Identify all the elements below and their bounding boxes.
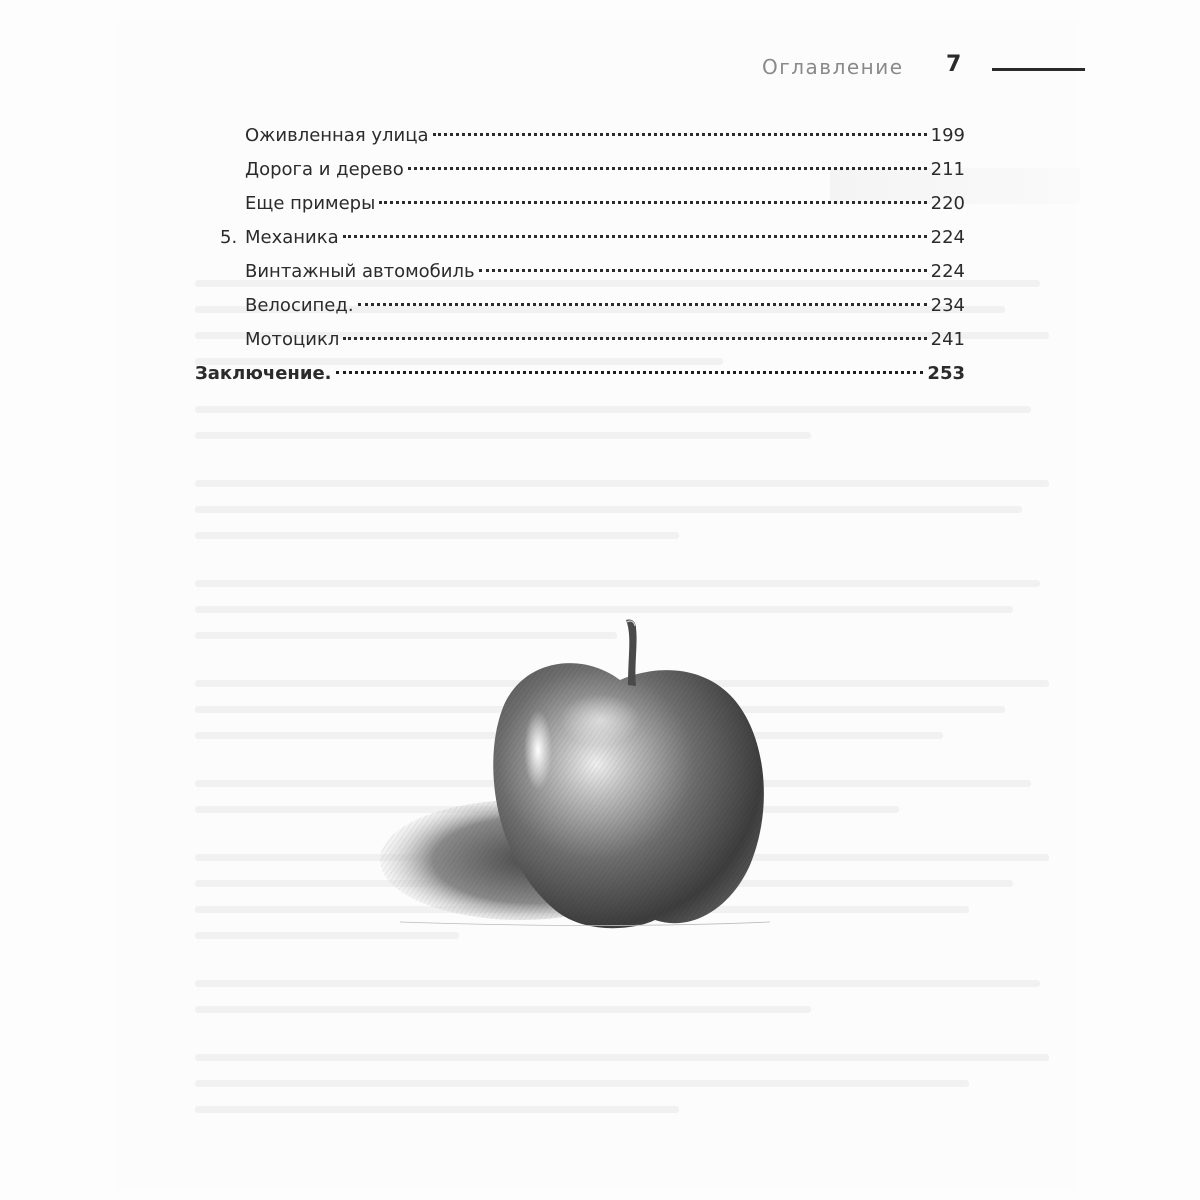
toc-entry[interactable] [195, 261, 965, 295]
apple-stem [626, 619, 637, 686]
toc-leader-dots [479, 269, 927, 272]
toc-entry-title: Винтажный автомобиль [245, 261, 475, 282]
toc-leader-dots [343, 337, 926, 340]
toc-leader-dots [408, 167, 927, 170]
toc-entry-title: Велосипед. [245, 295, 354, 316]
toc-entry[interactable] [195, 329, 965, 363]
running-header-title: Оглавление [762, 55, 904, 79]
toc-leader-dots [336, 371, 924, 374]
toc-entry-number: 5. [220, 227, 238, 248]
toc-entry-title: Заключение. [195, 363, 332, 384]
toc-entry-title: Оживленная улица [245, 125, 429, 146]
page-number: 7 [946, 52, 962, 77]
toc-leader-dots [343, 235, 927, 238]
apple-drawing [370, 610, 790, 950]
toc-entry-page: 234 [930, 295, 965, 316]
toc-entry[interactable] [195, 125, 965, 159]
toc-entry-conclusion[interactable] [195, 363, 965, 397]
toc-entry-page: 224 [930, 227, 965, 248]
apple-highlight [524, 710, 552, 790]
toc-entry-title: Мотоцикл [245, 329, 340, 350]
toc-leader-dots [379, 201, 926, 204]
toc-entry[interactable] [195, 227, 965, 261]
toc-entry[interactable] [195, 159, 965, 193]
toc-entry-page: 224 [930, 261, 965, 282]
toc-entry-page: 199 [930, 125, 965, 146]
toc-entry-title: Механика [245, 227, 339, 248]
toc-leader-dots [358, 303, 927, 306]
table-of-contents [195, 125, 965, 397]
toc-leader-dots [433, 133, 927, 136]
toc-entry-title: Дорога и дерево [245, 159, 404, 180]
apple-illustration [370, 610, 790, 950]
toc-entry-page: 241 [930, 329, 965, 350]
toc-entry[interactable] [195, 295, 965, 329]
header-rule [992, 68, 1085, 71]
toc-entry-page: 220 [930, 193, 965, 214]
toc-entry[interactable] [195, 193, 965, 227]
toc-entry-page: 253 [927, 363, 965, 384]
toc-entry-title: Еще примеры [245, 193, 376, 214]
toc-entry-page: 211 [930, 159, 965, 180]
